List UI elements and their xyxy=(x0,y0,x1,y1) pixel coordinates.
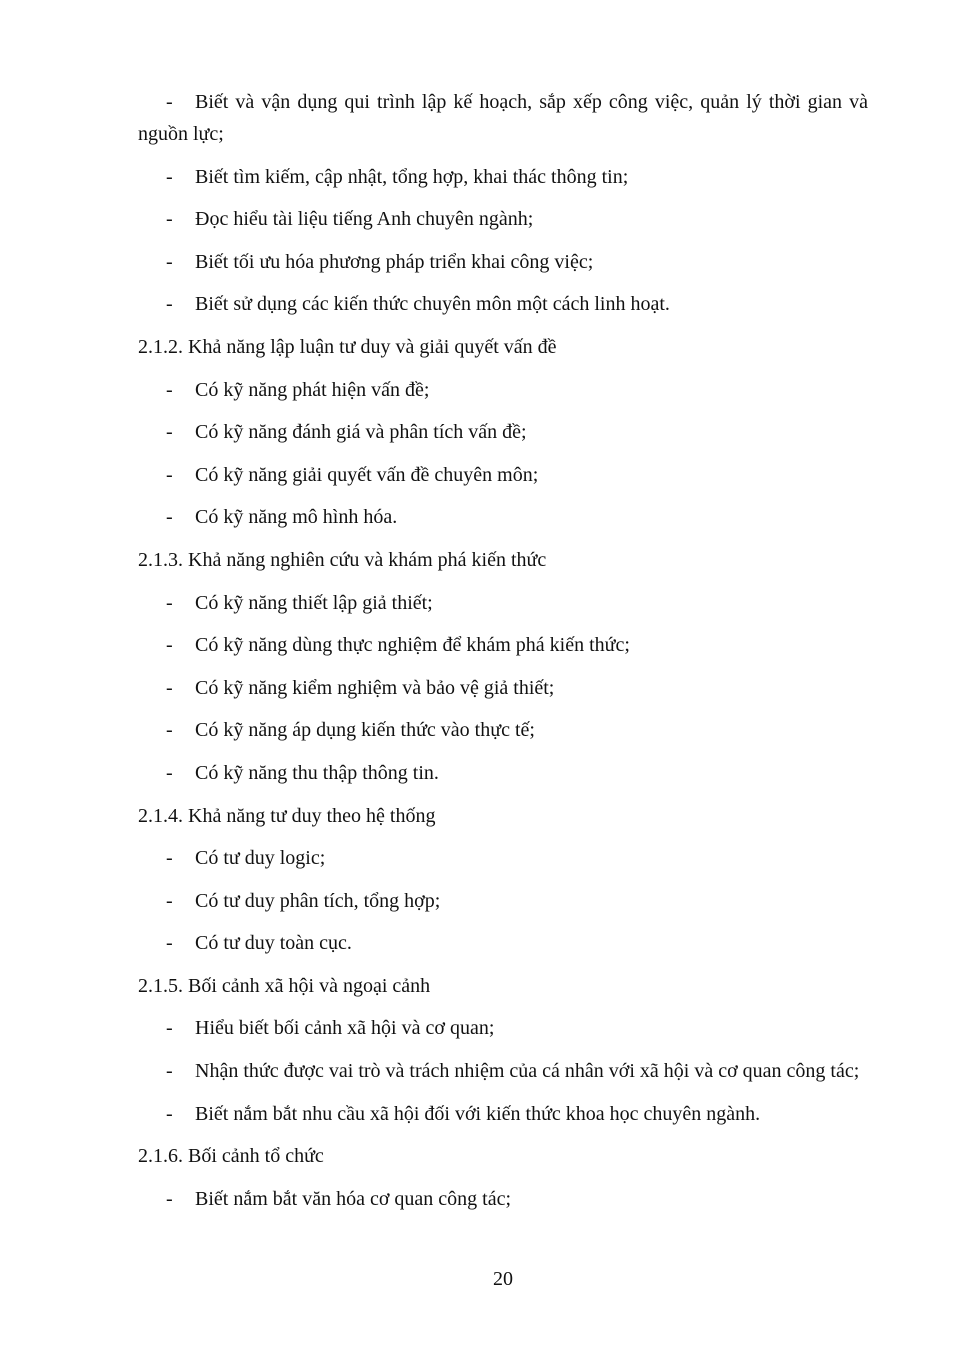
list-item-text: Có kỹ năng kiểm nghiệm và bảo vệ giả thiết; xyxy=(195,676,555,699)
list-bullet-dash: - xyxy=(166,1102,173,1125)
list-item-text: Biết nắm bắt nhu cầu xã hội đối với kiến thức khoa học chuyên ngành. xyxy=(195,1102,761,1125)
list-item-text: Có tư duy logic; xyxy=(195,847,326,870)
list-bullet-dash: - xyxy=(166,761,173,784)
list-item-text: Có tư duy phân tích, tổng hợp; xyxy=(195,889,441,912)
list-item-text: Nhận thức được vai trò và trách nhiệm của cá nhân với xã hội và cơ quan công tác; xyxy=(195,1060,860,1083)
list-item-text: Có kỹ năng giải quyết vấn đề chuyên môn; xyxy=(195,463,539,486)
list-item-text: Biết sử dụng các kiến thức chuyên môn một cách linh hoạt. xyxy=(195,293,670,316)
list-bullet-dash: - xyxy=(166,932,173,955)
list-item-text: Đọc hiểu tài liệu tiếng Anh chuyên ngành; xyxy=(195,208,534,231)
list-item xyxy=(138,1183,868,1215)
list-item-text: Có kỹ năng áp dụng kiến thức vào thực tế; xyxy=(195,719,535,742)
list-item-text: Hiểu biết bối cảnh xã hội và cơ quan; xyxy=(195,1017,495,1040)
list-bullet-dash: - xyxy=(166,378,173,401)
list-item-text: Biết tìm kiếm, cập nhật, tổng hợp, khai thác thông tin; xyxy=(195,165,629,188)
list-item xyxy=(138,1055,868,1087)
list-bullet-dash: - xyxy=(166,463,173,486)
list-item-text: Có tư duy toàn cục. xyxy=(195,932,352,955)
list-item xyxy=(138,416,868,448)
list-item xyxy=(138,672,868,704)
list-item-text: Có kỹ năng mô hình hóa. xyxy=(195,506,398,529)
document-body xyxy=(138,86,868,1225)
list-item xyxy=(138,587,868,619)
list-bullet-dash: - xyxy=(166,719,173,742)
list-item xyxy=(138,246,868,278)
list-item-text: Có kỹ năng đánh giá và phân tích vấn đề; xyxy=(195,421,527,444)
list-bullet-dash: - xyxy=(166,634,173,657)
list-item-text: Có kỹ năng dùng thực nghiệm để khám phá kiến thức; xyxy=(195,634,630,657)
list-bullet-dash: - xyxy=(166,1187,173,1210)
list-item xyxy=(138,714,868,746)
list-item-text: Có kỹ năng phát hiện vấn đề; xyxy=(195,378,430,401)
list-bullet-dash: - xyxy=(166,1060,173,1083)
list-item-text: Biết tối ưu hóa phương pháp triển khai công việc; xyxy=(195,250,594,273)
list-bullet-dash: - xyxy=(166,421,173,444)
list-item xyxy=(138,203,868,235)
section-heading: 2.1.2. Khả năng lập luận tư duy và giải quyết vấn đề xyxy=(138,335,557,358)
list-bullet-dash: - xyxy=(166,506,173,529)
list-bullet-dash: - xyxy=(166,889,173,912)
list-item xyxy=(138,459,868,491)
list-item-text: Biết và vận dụng qui trình lập kế hoạch, sắp xếp công việc, quản lý thời gian và nguồn lực; xyxy=(138,91,868,145)
section-heading: 2.1.3. Khả năng nghiên cứu và khám phá kiến thức xyxy=(138,548,547,571)
list-item xyxy=(138,374,868,406)
list-bullet-dash: - xyxy=(166,208,173,231)
list-item-text: Có kỹ năng thiết lập giả thiết; xyxy=(195,591,433,614)
list-item xyxy=(138,288,868,320)
list-item xyxy=(138,842,868,874)
section-heading: 2.1.5. Bối cảnh xã hội và ngoại cảnh xyxy=(138,974,431,997)
list-item xyxy=(138,1012,868,1044)
list-item xyxy=(138,757,868,789)
list-item-text: Biết nắm bắt văn hóa cơ quan công tác; xyxy=(195,1187,512,1210)
list-bullet-dash: - xyxy=(166,591,173,614)
list-bullet-dash: - xyxy=(166,847,173,870)
list-item xyxy=(138,885,868,917)
list-item xyxy=(138,927,868,959)
section-heading: 2.1.6. Bối cảnh tổ chức xyxy=(138,1145,324,1168)
list-bullet-dash: - xyxy=(166,676,173,699)
list-bullet-dash: - xyxy=(166,250,173,273)
list-bullet-dash: - xyxy=(166,293,173,316)
list-item-text: Có kỹ năng thu thập thông tin. xyxy=(195,761,439,784)
list-bullet-dash: - xyxy=(166,91,173,113)
list-bullet-dash: - xyxy=(166,165,173,188)
page-number: 20 xyxy=(493,1268,513,1290)
list-bullet-dash: - xyxy=(166,1017,173,1040)
list-item xyxy=(138,1098,868,1130)
list-item xyxy=(138,161,868,193)
list-item xyxy=(138,629,868,661)
section-heading: 2.1.4. Khả năng tư duy theo hệ thống xyxy=(138,804,436,827)
list-item xyxy=(138,86,868,150)
list-item xyxy=(138,501,868,533)
